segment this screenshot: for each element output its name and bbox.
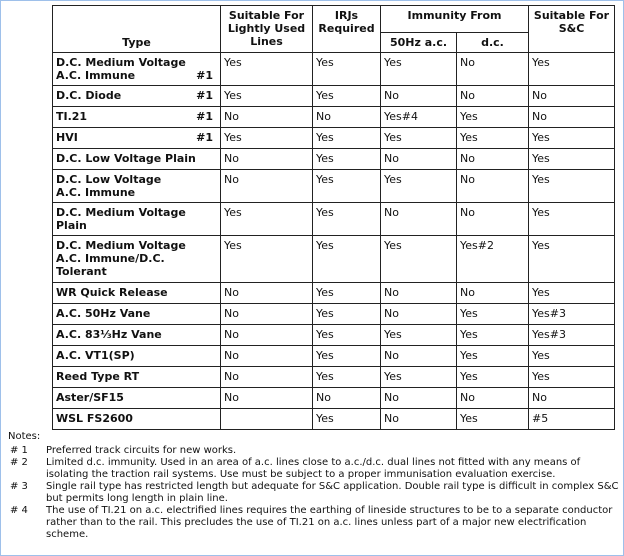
cell-50hz: No (381, 283, 457, 304)
cell-dc: Yes (457, 128, 529, 149)
cell-dc: Yes (457, 107, 529, 128)
table-row (53, 325, 615, 346)
cell-lightly-used: Yes (221, 128, 313, 149)
cell-50hz: Yes (381, 325, 457, 346)
table-row (53, 283, 615, 304)
note-mark: # 2 (10, 457, 28, 468)
table-row (53, 86, 615, 107)
cell-lightly-used: No (221, 149, 313, 170)
cell-sc: Yes (529, 367, 615, 388)
cell-irjs: Yes (313, 325, 381, 346)
cell-50hz: No (381, 86, 457, 107)
cell-sc: No (529, 388, 615, 409)
cell-sc: Yes#3 (529, 304, 615, 325)
cell-dc: No (457, 86, 529, 107)
cell-50hz: Yes (381, 367, 457, 388)
cell-type: D.C. Low Voltage A.C. Immune (53, 170, 221, 203)
table-row (53, 170, 615, 203)
cell-irjs: Yes (313, 203, 381, 236)
cell-50hz: Yes (381, 53, 457, 86)
cell-type: D.C. Medium Voltage Plain (53, 203, 221, 236)
cell-irjs: No (313, 388, 381, 409)
cell-lightly-used: Yes (221, 53, 313, 86)
note-item (8, 457, 620, 481)
cell-type: A.C. 83⅓Hz Vane (53, 325, 221, 346)
header-irjs: IRJs Required (313, 6, 381, 53)
cell-ref: #1 (196, 131, 213, 144)
cell-dc: No (457, 170, 529, 203)
cell-irjs: Yes (313, 346, 381, 367)
notes-title: Notes: (8, 431, 41, 442)
note-text: The use of TI.21 on a.c. electrified lines requires the earthing of lineside structures to be to a separate conductor rather than to the rail. This precludes the use of TI.21 on a.c. lines unless part of a major new electrification scheme. (46, 505, 613, 540)
cell-dc: No (457, 203, 529, 236)
cell-type: A.C. 50Hz Vane (53, 304, 221, 325)
cell-dc: Yes (457, 325, 529, 346)
note-mark: # 3 (10, 481, 28, 492)
header-immunity: Immunity From (381, 6, 529, 33)
cell-type: #1 TI.21 (53, 107, 221, 128)
cell-50hz: No (381, 388, 457, 409)
cell-50hz: No (381, 149, 457, 170)
cell-50hz: No (381, 304, 457, 325)
cell-50hz: Yes (381, 170, 457, 203)
cell-irjs: Yes (313, 283, 381, 304)
notes-section (8, 431, 620, 541)
cell-sc: Yes (529, 128, 615, 149)
cell-lightly-used: Yes (221, 86, 313, 107)
cell-ref: #1 (196, 69, 213, 82)
note-text: Preferred track circuits for new works. (46, 445, 237, 456)
table-row (53, 346, 615, 367)
cell-ref: #1 (196, 110, 213, 123)
cell-50hz: Yes#4 (381, 107, 457, 128)
cell-sc: #5 (529, 409, 615, 430)
cell-dc: Yes (457, 367, 529, 388)
cell-sc: Yes (529, 53, 615, 86)
cell-lightly-used: No (221, 107, 313, 128)
note-item (8, 445, 620, 457)
table-row (53, 149, 615, 170)
cell-sc: Yes (529, 203, 615, 236)
cell-type: A.C. VT1(SP) (53, 346, 221, 367)
cell-sc: Yes (529, 236, 615, 283)
cell-irjs: Yes (313, 86, 381, 107)
cell-lightly-used: No (221, 367, 313, 388)
cell-type: D.C. Low Voltage Plain (53, 149, 221, 170)
cell-type: Reed Type RT (53, 367, 221, 388)
cell-lightly-used: No (221, 304, 313, 325)
table-row (53, 107, 615, 128)
cell-type: D.C. Medium Voltage #1 A.C. Immune (53, 53, 221, 86)
cell-sc: Yes (529, 170, 615, 203)
cell-irjs: Yes (313, 304, 381, 325)
header-dc: d.c. (457, 33, 529, 53)
header-lightly-used: Suitable For Lightly Used Lines (221, 6, 313, 53)
cell-type: Aster/SF15 (53, 388, 221, 409)
cell-irjs: Yes (313, 128, 381, 149)
note-mark: # 4 (10, 505, 28, 516)
cell-sc: Yes (529, 346, 615, 367)
header-sc: Suitable For S&C (529, 6, 615, 53)
cell-irjs: Yes (313, 236, 381, 283)
cell-dc: No (457, 149, 529, 170)
cell-type: WR Quick Release (53, 283, 221, 304)
cell-dc: No (457, 283, 529, 304)
note-mark: # 1 (10, 445, 28, 456)
track-circuit-table (52, 5, 615, 430)
cell-sc: Yes#3 (529, 325, 615, 346)
cell-type: #1 D.C. Diode (53, 86, 221, 107)
header-type: Type (53, 6, 221, 53)
cell-lightly-used: No (221, 346, 313, 367)
table-row (53, 388, 615, 409)
cell-dc: Yes (457, 346, 529, 367)
header-50hz: 50Hz a.c. (381, 33, 457, 53)
note-item (8, 481, 620, 505)
cell-ref: #1 (196, 89, 213, 102)
note-text: Limited d.c. immunity. Used in an area of a.c. lines close to a.c./d.c. dual lines not fitted with any means of isolating the traction rail systems. Use must be subject to a proper immunisation evaluation exercise. (46, 457, 581, 480)
note-text: Single rail type has restricted length but adequate for S&C application. Double rail type is difficult in complex S&C but permits long length in plain line. (46, 481, 619, 504)
cell-50hz: No (381, 346, 457, 367)
table-row (53, 128, 615, 149)
table-row (53, 367, 615, 388)
cell-lightly-used: No (221, 325, 313, 346)
cell-lightly-used: Yes (221, 203, 313, 236)
cell-type: WSL FS2600 (53, 409, 221, 430)
cell-lightly-used: No (221, 283, 313, 304)
table-row (53, 53, 615, 86)
note-item (8, 505, 620, 541)
table-row (53, 304, 615, 325)
cell-lightly-used: No (221, 170, 313, 203)
table-row (53, 409, 615, 430)
cell-dc: No (457, 53, 529, 86)
cell-50hz: No (381, 409, 457, 430)
cell-sc: No (529, 107, 615, 128)
cell-irjs: Yes (313, 53, 381, 86)
cell-irjs: Yes (313, 409, 381, 430)
cell-irjs: Yes (313, 170, 381, 203)
cell-irjs: Yes (313, 367, 381, 388)
cell-50hz: No (381, 203, 457, 236)
cell-sc: Yes (529, 149, 615, 170)
cell-50hz: Yes (381, 128, 457, 149)
cell-dc: No (457, 388, 529, 409)
cell-sc: No (529, 86, 615, 107)
cell-dc: Yes#2 (457, 236, 529, 283)
cell-type: #1 HVI (53, 128, 221, 149)
cell-lightly-used: No (221, 388, 313, 409)
cell-sc: Yes (529, 283, 615, 304)
cell-dc: Yes (457, 304, 529, 325)
cell-irjs: No (313, 107, 381, 128)
cell-lightly-used: Yes (221, 236, 313, 283)
cell-dc: Yes (457, 409, 529, 430)
table-row (53, 236, 615, 283)
cell-lightly-used (221, 409, 313, 430)
table-row (53, 203, 615, 236)
cell-irjs: Yes (313, 149, 381, 170)
cell-type: D.C. Medium Voltage A.C. Immune/D.C. Tolerant (53, 236, 221, 283)
cell-50hz: Yes (381, 236, 457, 283)
